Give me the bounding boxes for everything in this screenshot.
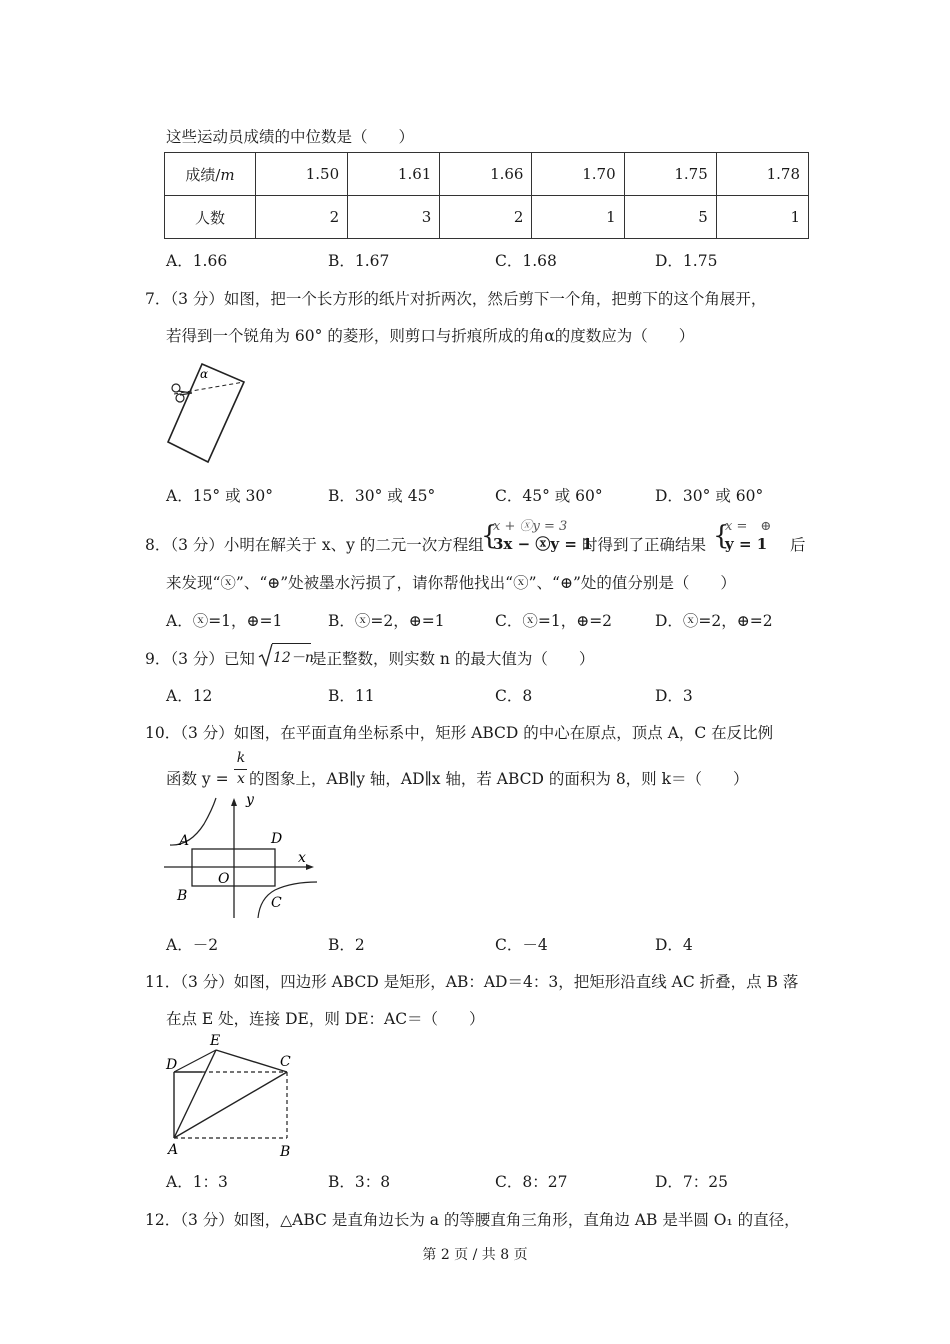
table-cell: 1.50 bbox=[256, 153, 348, 196]
option-a[interactable]: A．1：3 bbox=[166, 1173, 228, 1191]
system1-eq2: 3x − ⓧy = 1 bbox=[493, 535, 593, 553]
option-c[interactable]: C．ⓧ=1，⊕=2 bbox=[495, 612, 613, 630]
label-d: D bbox=[271, 831, 283, 847]
table-header: 人数 bbox=[165, 196, 256, 239]
q11-line2: 在点 E 处，连接 DE，则 DE：AC＝（ ） bbox=[166, 1010, 485, 1028]
option-d[interactable]: D．1.75 bbox=[655, 252, 718, 270]
table-cell: 1 bbox=[716, 196, 808, 239]
label-y: y bbox=[246, 794, 254, 808]
segment-de bbox=[174, 1050, 216, 1072]
option-a[interactable]: A．15° 或 30° bbox=[166, 487, 273, 505]
option-c[interactable]: C．45° 或 60° bbox=[495, 487, 603, 505]
label-b: B bbox=[177, 888, 188, 904]
table-header: 成绩/m bbox=[165, 153, 256, 196]
option-d[interactable]: D．4 bbox=[655, 936, 693, 954]
brace-1: { bbox=[481, 521, 498, 551]
label-a: A bbox=[179, 833, 190, 849]
q10-line2-pre: 函数 y = bbox=[166, 770, 229, 788]
q8-line2: 来发现“ⓧ”、“⊕”处被墨水污损了，请你帮他找出“ⓧ”、“⊕”处的值分别是（ ） bbox=[166, 574, 736, 592]
q9-options bbox=[0, 684, 950, 706]
label-c: C bbox=[280, 1054, 291, 1070]
q10-coordinate-figure bbox=[162, 794, 322, 920]
label-x: x bbox=[298, 850, 306, 866]
q10-options bbox=[0, 933, 950, 955]
table-cell: 3 bbox=[348, 196, 440, 239]
system2-eq2: y = 1 bbox=[725, 535, 768, 553]
option-c[interactable]: C．8：27 bbox=[495, 1173, 568, 1191]
system2-eq1: x = ⊕ bbox=[725, 519, 772, 534]
q7-line1: 7．（3 分）如图，把一个长方形的纸片对折两次，然后剪下一个角，把剪下的这个角展开， bbox=[145, 290, 767, 308]
segment-ae bbox=[174, 1050, 216, 1138]
fraction-numerator: k bbox=[236, 750, 246, 766]
q9-post: 是正整数，则实数 n 的最大值为（ ） bbox=[311, 650, 595, 668]
q6-options bbox=[0, 249, 950, 271]
option-d[interactable]: D．7：25 bbox=[655, 1173, 729, 1191]
system1-eq1: x + ⓧy = 3 bbox=[493, 519, 568, 534]
table-row bbox=[165, 196, 809, 239]
q7-options bbox=[0, 484, 950, 506]
option-b[interactable]: B．1.67 bbox=[328, 252, 390, 270]
brace-2: { bbox=[713, 521, 730, 551]
option-b[interactable]: B．30° 或 45° bbox=[328, 487, 436, 505]
table-cell: 1.70 bbox=[532, 153, 624, 196]
q12-line1: 12．（3 分）如图，△ABC 是直角边长为 a 的等腰直角三角形，直角边 AB 是半圆 O₁ 的直径， bbox=[145, 1211, 800, 1229]
option-c[interactable]: C．－4 bbox=[495, 936, 548, 954]
table-row bbox=[165, 153, 809, 196]
q11-rectangle-fold-figure bbox=[162, 1030, 302, 1162]
q6-stem: 这些运动员成绩的中位数是（ ） bbox=[166, 128, 415, 146]
label-b: B bbox=[280, 1144, 291, 1160]
page-footer: 第 2 页 / 共 8 页 bbox=[422, 1247, 528, 1263]
q8-options bbox=[0, 609, 950, 631]
option-c[interactable]: C．8 bbox=[495, 687, 533, 705]
option-b[interactable]: B．2 bbox=[328, 936, 365, 954]
score-table bbox=[164, 152, 809, 239]
q7-paper-figure bbox=[164, 360, 254, 466]
hyperbola-branch-2 bbox=[258, 882, 317, 918]
scissors-icon bbox=[176, 394, 184, 402]
q8-line1-end: 后 bbox=[790, 536, 806, 554]
alpha-label: α bbox=[200, 367, 209, 381]
q10-line1: 10．（3 分）如图，在平面直角坐标系中，矩形 ABCD 的中心在原点，顶点 A，C 在反比例 bbox=[145, 724, 774, 742]
option-c[interactable]: C．1.68 bbox=[495, 252, 557, 270]
table-cell: 1 bbox=[532, 196, 624, 239]
segment-ec bbox=[216, 1050, 287, 1072]
q9-pre: 9．（3 分）已知 bbox=[145, 650, 255, 668]
radical-bar bbox=[272, 643, 311, 644]
q7-line2: 若得到一个锐角为 60° 的菱形，则剪口与折痕所成的角α的度数应为（ ） bbox=[166, 327, 695, 345]
table-cell: 1.61 bbox=[348, 153, 440, 196]
fraction-bar bbox=[234, 769, 247, 770]
hyperbola-branch-1 bbox=[170, 798, 216, 845]
option-d[interactable]: D．30° 或 60° bbox=[655, 487, 764, 505]
fraction-denominator: x bbox=[237, 771, 245, 787]
option-a[interactable]: A．－2 bbox=[166, 936, 219, 954]
label-d: D bbox=[166, 1057, 178, 1073]
table-cell: 1.78 bbox=[716, 153, 808, 196]
option-a[interactable]: A．12 bbox=[166, 687, 213, 705]
label-c: C bbox=[271, 895, 282, 911]
option-b[interactable]: B．3：8 bbox=[328, 1173, 391, 1191]
diagonal-ac bbox=[174, 1072, 287, 1138]
label-e: E bbox=[210, 1033, 221, 1049]
table-cell: 2 bbox=[256, 196, 348, 239]
q8-line1-mid: 时得到了正确结果 bbox=[582, 536, 707, 554]
option-a[interactable]: A．1.66 bbox=[166, 252, 228, 270]
table-cell: 2 bbox=[440, 196, 532, 239]
radical-sign-icon bbox=[258, 643, 274, 667]
option-a[interactable]: A．ⓧ=1，⊕=1 bbox=[166, 612, 283, 630]
q11-line1: 11．（3 分）如图，四边形 ABCD 是矩形，AB：AD＝4：3，把矩形沿直线 AC 折叠，点 B 落 bbox=[145, 973, 799, 991]
option-d[interactable]: D．ⓧ=2，⊕=2 bbox=[655, 612, 773, 630]
option-d[interactable]: D．3 bbox=[655, 687, 693, 705]
radicand: 12－n bbox=[273, 650, 314, 666]
label-a: A bbox=[168, 1142, 179, 1158]
option-b[interactable]: B．ⓧ=2，⊕=1 bbox=[328, 612, 445, 630]
table-cell: 1.75 bbox=[624, 153, 716, 196]
option-b[interactable]: B．11 bbox=[328, 687, 375, 705]
q11-options bbox=[0, 1170, 950, 1192]
q8-line1-pre: 8．（3 分）小明在解关于 x、y 的二元一次方程组 bbox=[145, 536, 484, 554]
table-cell: 1.66 bbox=[440, 153, 532, 196]
label-o: O bbox=[218, 871, 230, 887]
table-cell: 5 bbox=[624, 196, 716, 239]
q10-line2-post: 的图象上，AB∥y 轴，AD∥x 轴，若 ABCD 的面积为 8，则 k＝（ ） bbox=[249, 770, 749, 788]
